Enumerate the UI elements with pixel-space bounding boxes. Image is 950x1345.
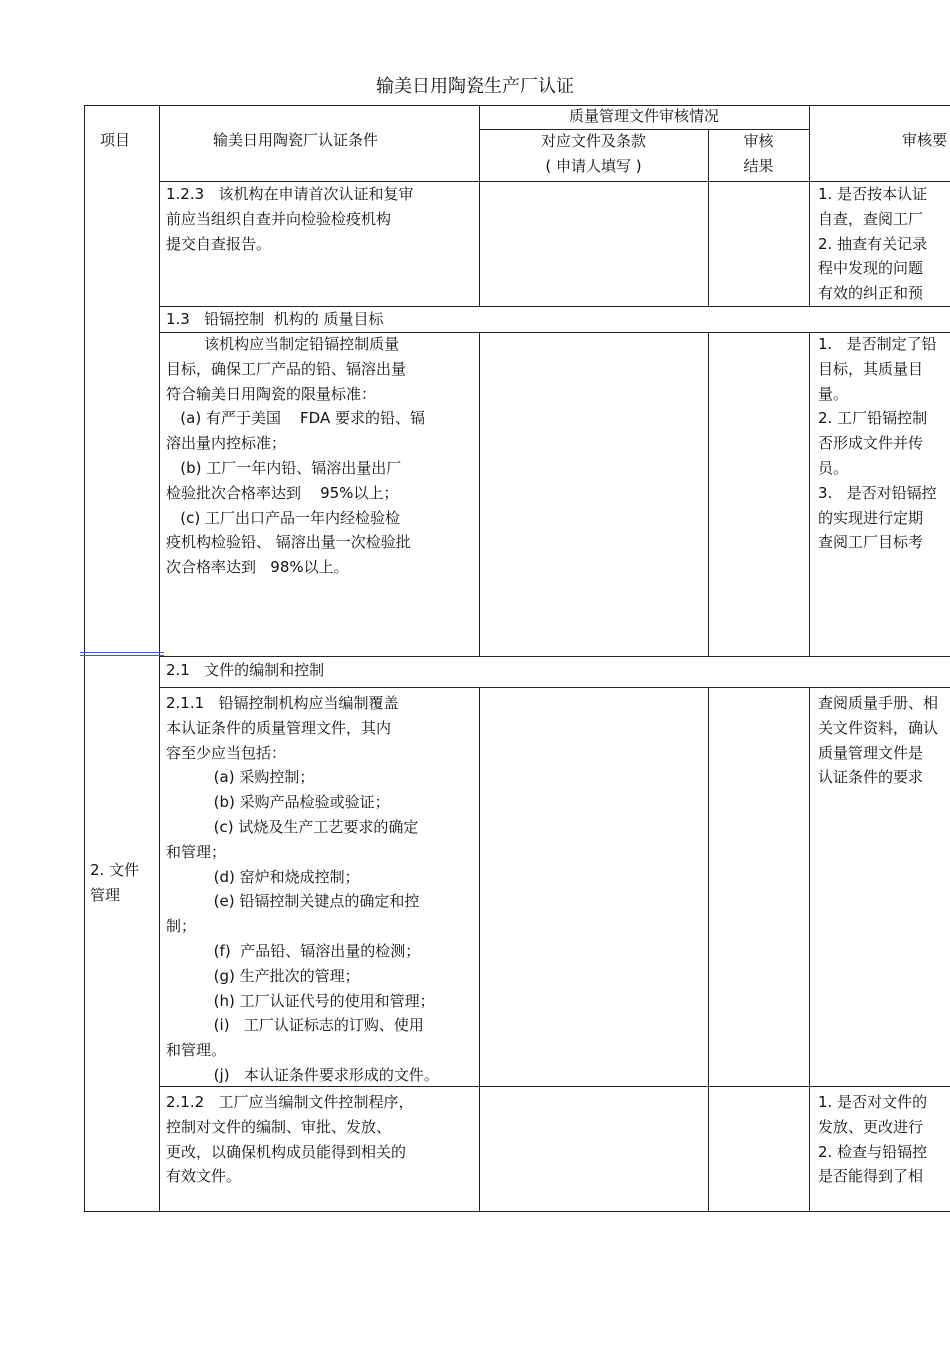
header-project: 项目 <box>100 131 131 149</box>
row-2-1-2-condition: 2.1.2 工厂应当编制文件控制程序， 控制对文件的编制、审批、发放、 更改，以确保机构成员能得到相关的 有效文件。 <box>166 1093 414 1186</box>
header-conditions: 输美日用陶瓷厂认证条件 <box>213 131 379 149</box>
project-2-line2: 管理 <box>90 886 121 904</box>
rule-section1-bottom <box>159 656 950 657</box>
rule-result-a <box>809 105 810 307</box>
rule-conditions-b <box>479 332 480 657</box>
row-1-3-review: 1. 是否制定了铅 目标，其质量目 量。 2. 工厂铅镉控制 否形成文件并传 员。 3. 是否对铅镉控 的实现进行定期 查阅工厂目标考 <box>818 335 937 552</box>
rule-docs-b <box>708 332 709 657</box>
rule-2-1-title-bottom <box>159 687 950 688</box>
rule-docs-c <box>708 687 709 1212</box>
row-1-2-3-condition: 1.2.3 该机构在申请首次认证和复审 前应当组织自查并向检验检疫机构 提交自查报告。 <box>166 185 414 253</box>
rule-project <box>159 105 160 1212</box>
rule-bottom <box>84 1211 950 1212</box>
header-docs-line2: ( 申请人填写 ) <box>545 157 642 175</box>
document-title: 输美日用陶瓷生产厂认证 <box>376 76 574 97</box>
section-break-mark-1 <box>80 652 164 653</box>
header-docs-line1: 对应文件及条款 <box>540 132 646 150</box>
row-2-1-1-review: 查阅质量手册、相 关文件资料，确认 质量管理文件是 认证条件的要求 <box>818 694 939 787</box>
row-1-2-3-review: 1. 是否按本认证 自查，查阅工厂 2. 抽查有关记录 程中发现的问题 有效的纠正和预 <box>818 185 928 303</box>
section-2-1-title: 2.1 文件的编制和控制 <box>166 661 325 679</box>
section-break-mark-2 <box>80 655 164 656</box>
header-result-line1: 审核 <box>743 132 774 150</box>
header-result-line2: 结果 <box>743 157 774 175</box>
row-2-1-2-review: 1. 是否对文件的 发放、更改进行 2. 检查与铅镉控 是否能得到了相 <box>818 1093 928 1186</box>
row-2-1-1-condition: 2.1.1 铅镉控制机构应当编制覆盖 本认证条件的质量管理文件，其内 容至少应当包括： (a) 采购控制； (b) 采购产品检验或验证； (c) 试烧及生产工艺要求的确定 和管理； (d) 窑炉和烧成控制； (e) 铅镉控制关键点的确定和控 制； (f) 产品铅、镉溶出量的检测； (g) 生产批次的管理； (h) 工厂认证代号的使用和管理； (i) 工厂认证标志的订购、使用 和管理。 (j) 本认证条件要求形成的文件。 <box>166 694 439 1084</box>
rule-result-b <box>809 332 810 657</box>
header-review-group: 质量管理文件审核情况 <box>568 107 719 125</box>
rule-left <box>84 105 85 1212</box>
section-1-3-title: 1.3 铅镉控制 机构的 质量目标 <box>166 310 384 328</box>
row-1-3-condition: 该机构应当制定铅镉控制质量 目标，确保工厂产品的铅、镉溶出量 符合输美日用陶瓷的限量标准： (a) 有严于美国 FDA 要求的铅、镉 溶出量内控标准； (b) 工厂一年内铅、镉溶出量出厂 检验批次合格率达到 95%以上； (c) 工厂出口产品一年内经检验检 疫机构检验铅、 镉溶出量一次检验批 次合格率达到 98%以上。 <box>166 335 425 577</box>
header-review-req: 审核要 <box>902 131 948 149</box>
rule-result-c <box>809 687 810 1212</box>
rule-conditions-c <box>479 687 480 1212</box>
project-2-line1: 2. 文件 <box>90 861 140 879</box>
